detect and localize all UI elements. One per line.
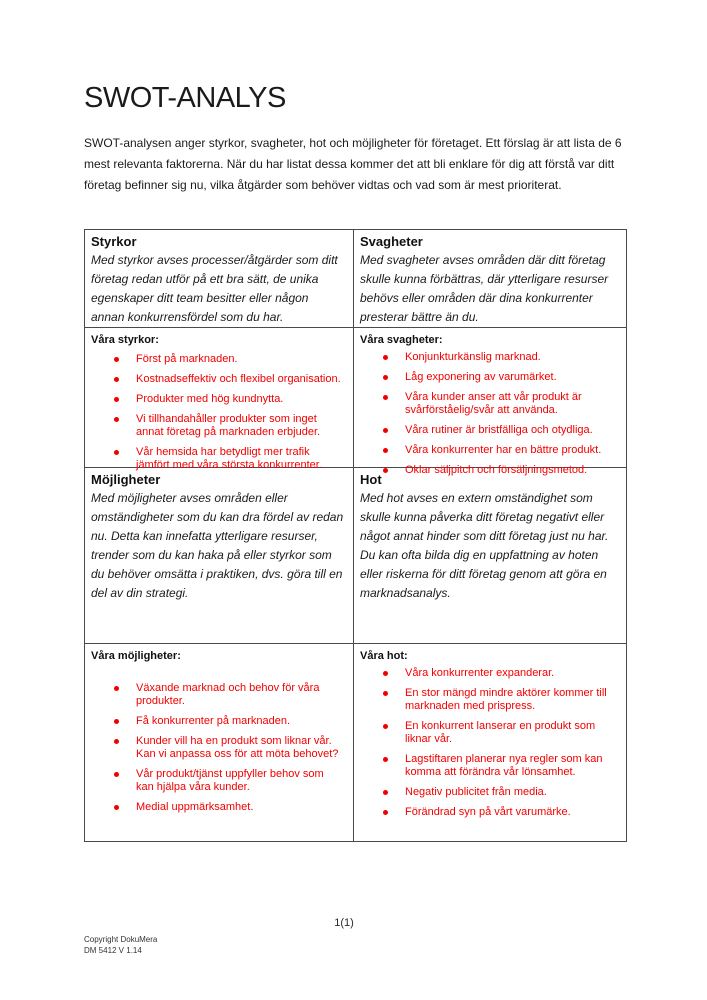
bullet-icon: [114, 772, 119, 777]
weaknesses-definition-cell: [354, 230, 626, 328]
bullet-icon: [383, 810, 388, 815]
opportunities-definition-cell: [85, 468, 354, 644]
list-item-text: Medial uppmärksamhet.: [136, 801, 254, 813]
page-number: 1(1): [334, 917, 354, 929]
list-item: [383, 391, 616, 417]
list-item-text: Vår produkt/tjänst uppfyller behov som kan hjälpa våra kunder.: [136, 768, 324, 793]
bullet-icon: [114, 686, 119, 691]
list-item: [114, 682, 343, 708]
version-line: DM 5412 V 1.14: [84, 946, 142, 955]
list-item-text: Våra kunder anser att vår produkt är svårförståelig/svår att använda.: [405, 391, 582, 416]
bullet-icon: [114, 739, 119, 744]
copyright-line: Copyright DokuMera: [84, 935, 158, 944]
bullet-icon: [383, 691, 388, 696]
threats-definition: Med hot avses en extern omständighet som skulle kunna påverka ditt företag negativt eller något annat hinder som ditt företag just nu har. Du kan ofta bilda dig en uppfattning av hoten eller riskerna för ditt företag genom att göra en marknadsanalys.: [360, 491, 609, 600]
strengths-list: [91, 353, 347, 472]
list-item-text: Våra rutiner är bristfälliga och otydliga.: [405, 424, 593, 436]
threats-heading: Hot: [360, 472, 382, 487]
list-item-text: En stor mängd mindre aktörer kommer till marknaden med prispress.: [405, 687, 607, 712]
list-item: [383, 351, 616, 364]
list-item-text: Växande marknad och behov för våra produkter.: [136, 682, 320, 707]
list-item: [383, 753, 616, 779]
list-item: [383, 806, 616, 819]
strengths-list-cell: [85, 328, 354, 471]
list-item: [114, 373, 343, 386]
list-item-text: Våra konkurrenter expanderar.: [405, 667, 555, 679]
list-item: [383, 444, 616, 457]
list-item: [383, 371, 616, 384]
bullet-icon: [383, 355, 388, 360]
list-item-text: Vår hemsida har betydligt mer trafik jämfört med våra största konkurrenter.: [136, 446, 322, 471]
list-item-text: Kunder vill ha en produkt som liknar vår. Kan vi anpassa oss för att möta behovet?: [136, 735, 339, 760]
bullet-icon: [114, 805, 119, 810]
opportunities-list-label: Våra möjligheter:: [91, 650, 181, 662]
list-item: [114, 413, 343, 439]
threats-list-cell: [354, 644, 626, 841]
strengths-definition: Med styrkor avses processer/åtgärder som ditt företag redan utför på ett bra sätt, de unika egenskaper ditt team besitter eller någon annan konkurrensfördel som du har.: [91, 253, 338, 324]
opportunities-list: [91, 682, 347, 814]
list-item: [383, 424, 616, 437]
threats-list-label: Våra hot:: [360, 650, 408, 662]
bullet-icon: [114, 417, 119, 422]
threats-list: [360, 667, 620, 819]
bullet-icon: [114, 357, 119, 362]
weaknesses-definition: Med svagheter avses områden där ditt företag skulle kunna förbättras, där ytterligare resurser behövs eller områden där dina konkurrenter presterar bättre än du.: [360, 253, 609, 324]
list-item-text: Negativ publicitet från media.: [405, 786, 547, 798]
list-item-text: Oklar säljpitch och försäljningsmetod.: [405, 464, 588, 476]
opportunities-heading: Möjligheter: [91, 472, 161, 487]
list-item: [383, 667, 616, 680]
bullet-icon: [383, 395, 388, 400]
weaknesses-heading: Svagheter: [360, 234, 423, 249]
bullet-icon: [114, 377, 119, 382]
bullet-icon: [383, 428, 388, 433]
list-item: [383, 786, 616, 799]
list-item-text: Lagstiftaren planerar nya regler som kan komma att förändra vår lönsamhet.: [405, 753, 603, 778]
strengths-definition-cell: [85, 230, 354, 328]
list-item: [114, 801, 343, 814]
bullet-icon: [383, 448, 388, 453]
footer: [84, 934, 157, 956]
strengths-heading: Styrkor: [91, 234, 137, 249]
list-item-text: Våra konkurrenter har en bättre produkt.: [405, 444, 602, 456]
bullet-icon: [383, 790, 388, 795]
bullet-icon: [114, 397, 119, 402]
list-item-text: Vi tillhandahåller produkter som inget annat företag på marknaden erbjuder.: [136, 413, 321, 438]
opportunities-list-cell: [85, 644, 354, 841]
list-item: [114, 715, 343, 728]
list-item-text: Förändrad syn på vårt varumärke.: [405, 806, 571, 818]
bullet-icon: [383, 724, 388, 729]
weaknesses-list: [360, 351, 620, 477]
list-item: [114, 393, 343, 406]
document-title: SWOT-ANALYS: [84, 82, 286, 114]
bullet-icon: [383, 757, 388, 762]
list-item: [114, 735, 343, 761]
list-item: [383, 720, 616, 746]
list-item-text: Låg exponering av varumärket.: [405, 371, 557, 383]
weaknesses-list-cell: [354, 328, 626, 476]
weaknesses-list-label: Våra svagheter:: [360, 334, 443, 346]
list-item: [114, 768, 343, 794]
bullet-icon: [383, 375, 388, 380]
list-item-text: Produkter med hög kundnytta.: [136, 393, 284, 405]
bullet-icon: [114, 719, 119, 724]
threats-definition-cell: [354, 468, 626, 644]
list-item-text: Konjunkturkänslig marknad.: [405, 351, 541, 363]
strengths-list-label: Våra styrkor:: [91, 334, 159, 346]
list-item: [383, 687, 616, 713]
list-item-text: Kostnadseffektiv och flexibel organisation.: [136, 373, 341, 385]
list-item: [114, 353, 343, 366]
list-item-text: Få konkurrenter på marknaden.: [136, 715, 291, 727]
intro-paragraph: SWOT-analysen anger styrkor, svagheter, hot och möjligheter för företaget. Ett förslag är att lista de 6 mest relevanta faktorerna. När du har listat dessa kommer det att bli enklare för dig att förstå var ditt företag befinner sig nu, vilka åtgärder som behöver vidtas och vad som är mest prioriterat.: [84, 136, 622, 192]
bullet-icon: [383, 671, 388, 676]
bullet-icon: [114, 450, 119, 455]
opportunities-definition: Med möjligheter avses områden eller omständigheter som du kan dra fördel av redan nu. Detta kan innefatta ytterligare resurser, trender som du kan haka på eller styrkor som du behöver omsätta i praktiken, dvs. göra till en del av din strategi.: [91, 491, 344, 600]
list-item-text: Först på marknaden.: [136, 353, 238, 365]
list-item-text: En konkurrent lanserar en produkt som liknar vår.: [405, 720, 596, 745]
swot-table: [84, 229, 627, 842]
